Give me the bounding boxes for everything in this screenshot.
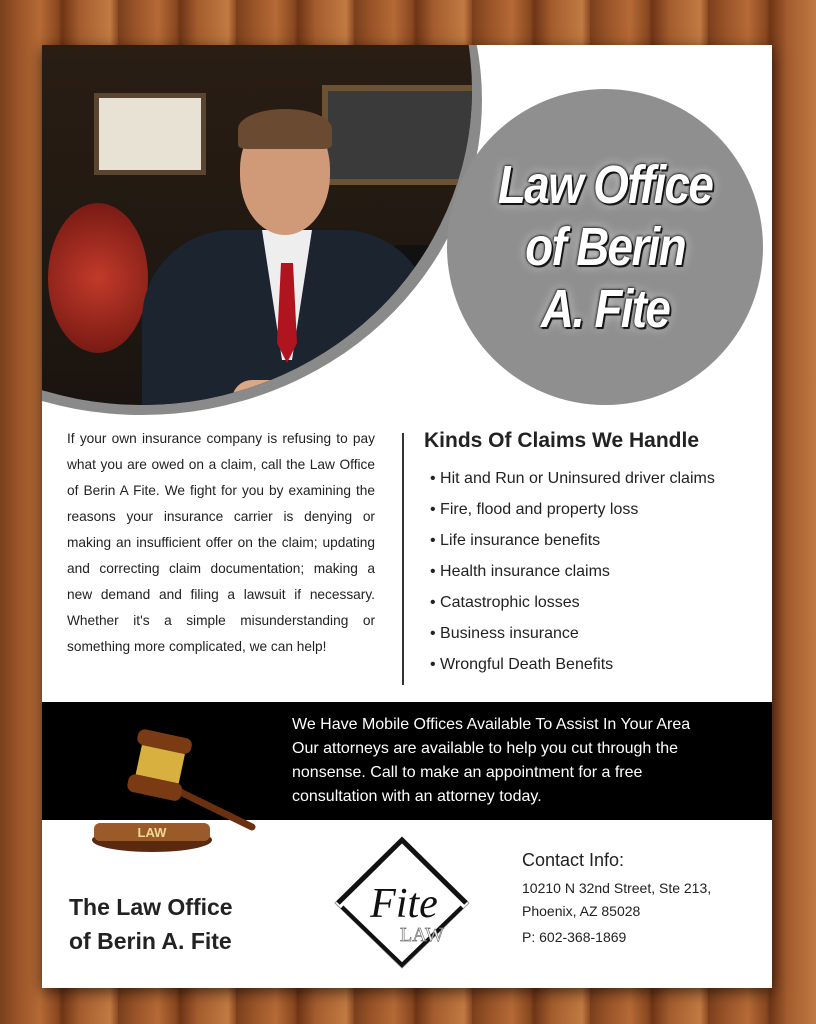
band-body: Our attorneys are available to help you cut through the nonsense. Call to make an appointment for a free consultation with an attorney today. [292, 740, 679, 805]
list-item: • Fire, flood and property loss [430, 501, 639, 518]
title-line: A. Fite [540, 279, 670, 339]
claims-heading: Kinds Of Claims We Handle [424, 429, 699, 452]
claims-list [424, 463, 715, 680]
hands [232, 380, 322, 405]
list-item: • Catastrophic losses [430, 594, 580, 611]
claims-section [424, 429, 715, 680]
list-item: • Life insurance benefits [430, 532, 601, 549]
address-line: 10210 N 32nd Street, Ste 213, [522, 880, 712, 896]
gavel-label: LAW [137, 825, 167, 840]
picture-frame [322, 85, 472, 185]
flyer-page [42, 45, 772, 988]
list-item: • Wrongful Death Benefits [430, 656, 614, 673]
logo-text: Fite [370, 881, 438, 927]
red-vase [48, 203, 148, 353]
gavel-icon [90, 725, 270, 860]
address-line: Phoenix, AZ 85028 [522, 903, 641, 919]
title-circle [447, 89, 763, 405]
list-item: • Business insurance [430, 625, 579, 642]
phone-number: P: 602-368-1869 [522, 929, 627, 945]
intro-paragraph: If your own insurance company is refusing to pay what you are owed on a claim, call the Law Office of Berin A Fite. We fight for you by examining the reasons your insurance carrier is denying or making an insufficient offer on the claim; updating and correcting claim documentation; making a new demand and filing a lawsuit if necessary. Whether it's a simple misunderstanding or something more complicated, we can help! [67, 431, 375, 654]
divider [402, 433, 404, 685]
list-item: • Hit and Run or Uninsured driver claims [430, 470, 715, 487]
band-text [292, 713, 732, 809]
contact-heading: Contact Info: [522, 850, 625, 870]
footer-title [69, 890, 233, 958]
band-headline: We Have Mobile Offices Available To Assist In Your Area [292, 716, 691, 733]
title-line: of Berin [525, 217, 685, 277]
title-line: Law Office [497, 155, 713, 215]
diploma-frame [94, 93, 206, 175]
fite-law-logo [332, 835, 472, 970]
attorney-photo [42, 45, 472, 405]
footer-title-line: of Berin A. Fite [69, 928, 232, 954]
contact-info [522, 850, 711, 949]
logo-subtext: LAW [400, 924, 444, 946]
footer-title-line: The Law Office [69, 894, 233, 920]
hair [238, 109, 332, 149]
list-item: • Health insurance claims [430, 563, 610, 580]
flyer-title [498, 154, 712, 340]
